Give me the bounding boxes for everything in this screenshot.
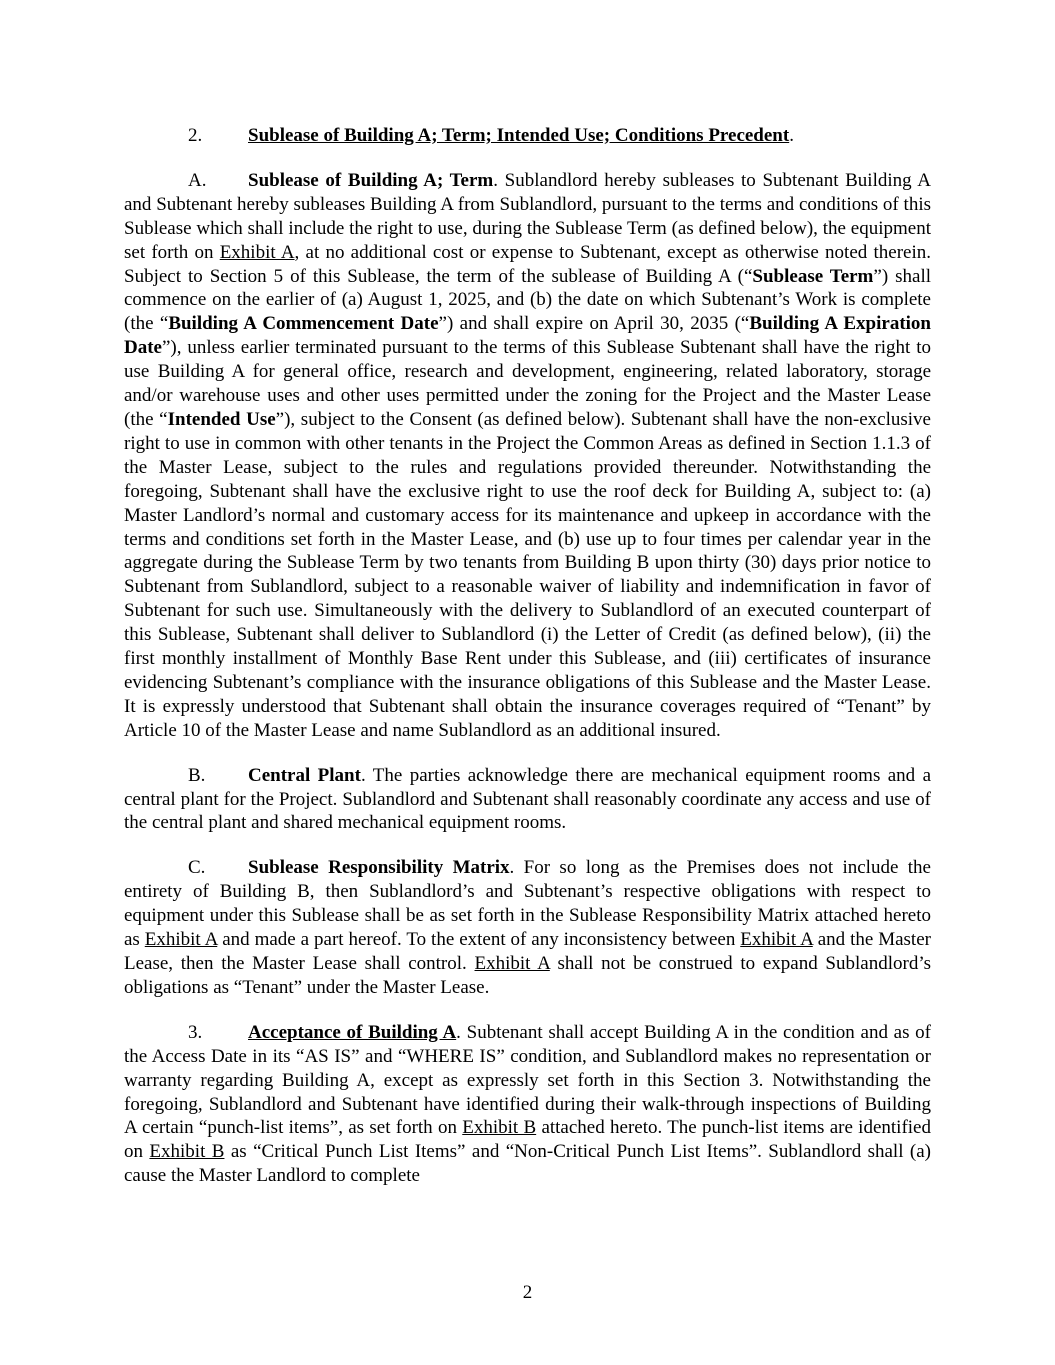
section-c-letter: C. (188, 857, 206, 879)
section-a-text-1: . Sublandlord hereby subleases to Subtenant Building A and Subtenant hereby subleases Building A from Sublandlord, pursuant to the terms and conditions of this Sublease which shall include the right to use, during the Sublease Term (as defined below), the equipment set forth on (124, 169, 931, 263)
section-2-number: 2. (188, 125, 203, 146)
section-a-text-5: ”), unless earlier terminated pursuant to the terms of this Sublease Subtenant shall have the right to use Building A for general office, research and development, engineering, related laboratory, storage and/or warehouse uses and other uses permitted under the zoning for the Project and the Master Lease (the “ (124, 337, 931, 430)
section-c-paragraph (124, 856, 931, 999)
intended-use-label: Intended Use (167, 408, 276, 430)
exhibit-b-link: Exhibit B (149, 1141, 225, 1163)
section-a-paragraph (124, 169, 931, 743)
section-3-heading: Acceptance of Building A (248, 1021, 457, 1043)
section-c-text-4: shall not be construed to expand Sublandlord’s obligations as “Tenant” under the Master Lease. (124, 953, 931, 998)
commencement-date-label: Building A Commencement Date (168, 313, 439, 335)
section-b-text: . The parties acknowledge there are mechanical equipment rooms and a central plant for the Project. Sublandlord and Subtenant shall reasonably coordinate any access and use of the central plant and shared mechanical equipment rooms. (124, 764, 932, 834)
section-2-title: Sublease of Building A; Term; Intended Use; Conditions Precedent (248, 125, 790, 146)
section-3-number: 3. (188, 1021, 203, 1043)
exhibit-a-link: Exhibit A (740, 929, 813, 951)
section-a-letter: A. (188, 169, 207, 191)
document-page (124, 124, 931, 1209)
section-3-text-2: attached hereto. The punch-list items are identified on (124, 1117, 931, 1163)
section-b-heading: Central Plant (248, 764, 361, 786)
page-number: 2 (522, 1282, 533, 1303)
exhibit-a-link: Exhibit A (219, 241, 295, 263)
sublease-term-label: Sublease Term (752, 265, 874, 287)
exhibit-a-link: Exhibit A (144, 929, 218, 951)
section-b-letter: B. (188, 764, 206, 786)
section-3-text-3: as “Critical Punch List Items” and “Non-Critical Punch List Items”. Sublandlord shall (a) cause the Master Landlord to complete (124, 1141, 931, 1187)
section-a-text-6: ”), subject to the Consent (as defined below). Subtenant shall have the non-exclusive right to use in common with other tenants in the Project the Common Areas as defined in Section 1.1.3 of the Master Lease, subject to the rules and regulations provided thereunder. Notwithstanding the foregoing, Subtenant shall have the exclusive right to use the roof deck for Building A, subject to: (a) Master Landlord’s normal and customary access for its maintenance and upkeep in accordance with the terms and conditions set forth in the Master Lease, and (b) use up to four times per calendar year in the aggregate during the Sublease Term by two tenants from Building B upon thirty (30) days prior notice to Subtenant from Sublandlord, subject to a reasonable waiver of liability and indemnification in favor of Subtenant for such use. Simultaneously with the delivery to Sublandlord of an executed counterpart of this Sublease, Subtenant shall deliver to Sublandlord (i) the Letter of Credit (as defined below), (ii) the first monthly installment of Monthly Base Rent under this Sublease, and (iii) certificates of insurance evidencing Subtenant’s compliance with the insurance obligations of this Sublease and the Master Lease. It is expressly understood that Subtenant shall obtain the insurance coverages required of “Tenant” by Article 10 of the Master Lease and name Sublandlord as an additional insured. (124, 408, 931, 741)
section-b-paragraph (124, 764, 931, 836)
section-2-title-end: . (789, 125, 794, 146)
section-c-heading: Sublease Responsibility Matrix (248, 857, 510, 879)
exhibit-b-link: Exhibit B (462, 1117, 537, 1139)
section-3-paragraph (124, 1021, 931, 1188)
section-c-text-2: and made a part hereof. To the extent of any inconsistency between (217, 929, 741, 951)
section-a-heading: Sublease of Building A; Term (248, 169, 494, 191)
exhibit-a-link: Exhibit A (474, 953, 550, 974)
section-a-text-4: ”) and shall expire on April 30, 2035 (“ (438, 313, 750, 335)
section-a-text-2: , at no additional cost or expense to Subtenant, except as otherwise noted therein. Subject to Section 5 of this Sublease, the term of the sublease of Building A (“ (124, 241, 931, 287)
section-3-text-1: . Subtenant shall accept Building A in the condition and as of the Access Date in its “AS IS” and “WHERE IS” condition, and Sublandlord makes no representation or warranty regarding Building A, except as expressly set forth in this Section 3. Notwithstanding the foregoing, Sublandlord and Subtenant have identified during their walk-through inspections of Building A certain “punch-list items”, as set forth on (124, 1021, 931, 1139)
expiration-date-label: Building A Expiration Date (124, 313, 931, 359)
section-a-text-3: ”) shall commence on the earlier of (a) August 1, 2025, and (b) the date on which Subtenant’s Work is complete (the “ (124, 265, 931, 335)
section-c-text-1: . For so long as the Premises does not include the entirety of Building B, then Sublandlord’s and Subtenant’s respective obligations with respect to equipment under this Sublease shall be as set forth in the Sublease Responsibility Matrix attached hereto as (124, 857, 931, 951)
section-c-text-3: and the Master Lease, then the Master Lease shall control. (124, 929, 931, 974)
section-2-heading (124, 124, 931, 148)
